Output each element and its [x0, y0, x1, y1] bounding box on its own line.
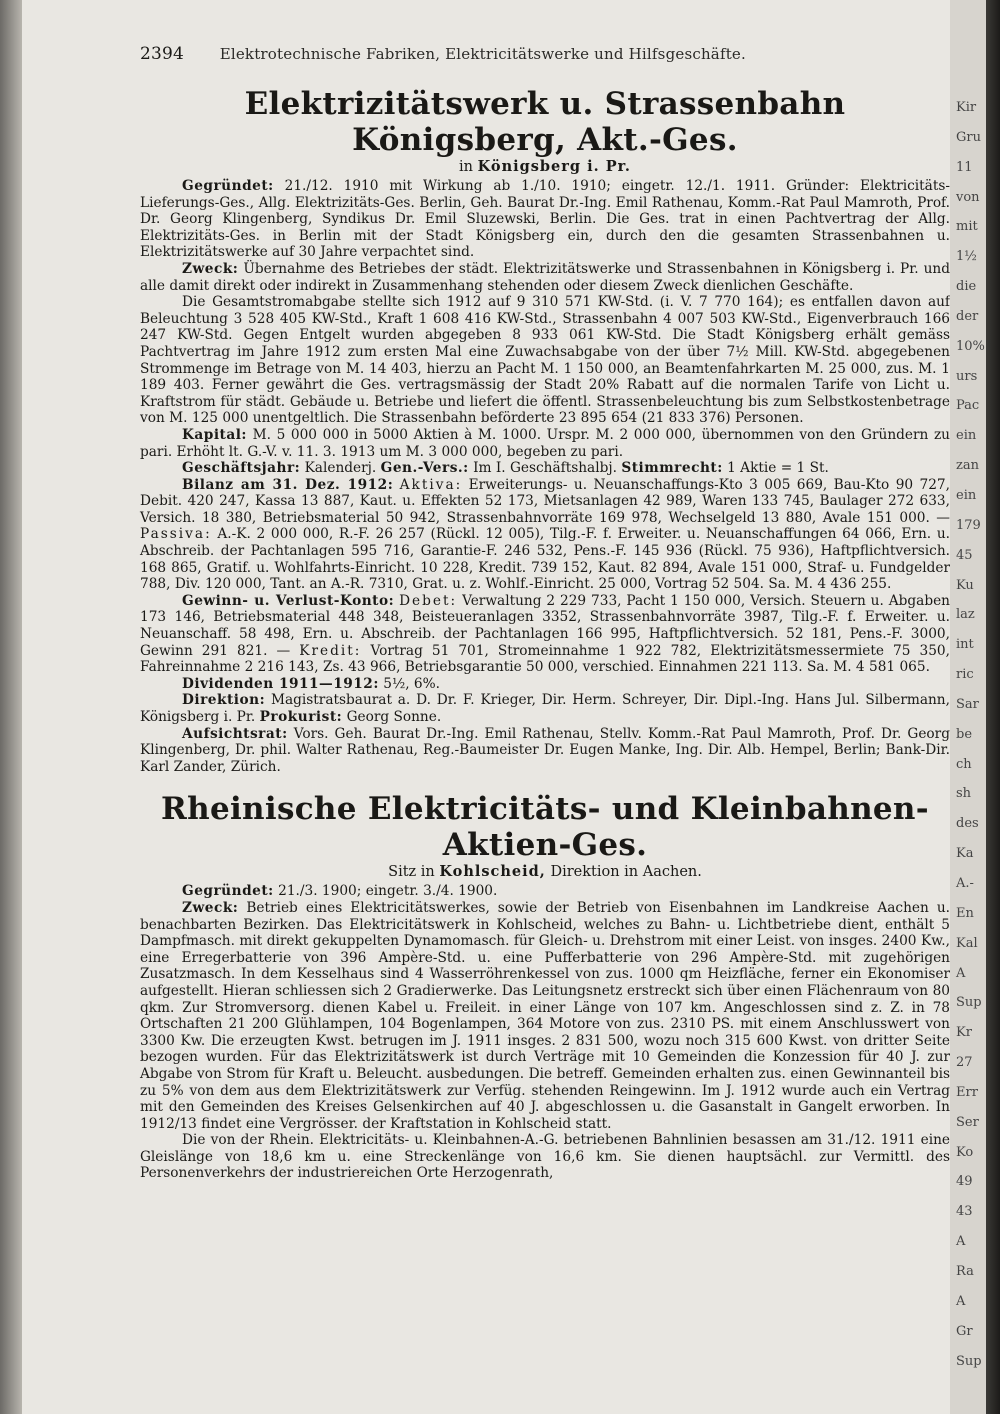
neighbor-fragment: mit	[956, 219, 978, 234]
neighbor-fragment: Kr	[956, 1025, 972, 1040]
section-dividenden	[140, 676, 950, 693]
neighbor-fragment: der	[956, 309, 979, 324]
label2-zweck: Zweck:	[182, 899, 239, 916]
label-aktiva: Aktiva:	[399, 476, 463, 493]
label-gen-vers: Gen.-Vers.:	[380, 460, 469, 477]
section2-gegruendet	[140, 883, 950, 900]
neighbor-fragment: Kal	[956, 936, 978, 951]
neighbor-fragment: Kir	[956, 100, 977, 115]
section2-zweck	[140, 900, 950, 1132]
page-text-column	[140, 44, 950, 1182]
neighbor-fragment: 1½	[956, 249, 977, 264]
neighbor-fragment: Sup	[956, 995, 982, 1010]
neighbor-fragment: A	[956, 1294, 966, 1309]
section-direktion	[140, 692, 950, 725]
neighbor-fragment: int	[956, 637, 974, 652]
section-aufsichtsrat	[140, 726, 950, 776]
text-kredit: Vortrag 51 701, Stromeinnahme 1 922 782, Elektrizitätsmessermiete 75 350, Fahreinnahme 2 216 143, Zs. 43 966, Betriebsgarantie 50 000, verschied. Einnahmen 221 113. Sa. M. 4 581 065.	[140, 642, 950, 676]
neighbor-fragment: Ra	[956, 1264, 974, 1279]
text2-bahnlinien: Die von der Rhein. Elektricitäts- u. Kleinbahnen-A.-G. betriebenen Bahnlinien besassen am 31./12. 1911 eine Gleislänge von 18,6 km u. eine Streckenlänge von 16,6 km. Sie dienen hauptsächl. zur Vermittl. des Personenverkehrs der industriereichen Orte Herzogenrath,	[140, 1132, 950, 1182]
page-number: 2394	[140, 44, 185, 64]
neighbor-fragment: Gru	[956, 130, 981, 145]
neighbor-fragment: Ku	[956, 578, 974, 593]
neighbor-fragment: be	[956, 727, 973, 742]
section-gegruendet	[140, 178, 950, 261]
text-dividenden: 5½, 6%.	[383, 675, 440, 692]
section-stromabgabe	[140, 294, 950, 427]
text-debet: Verwaltung 2 229 733, Pacht 1 150 000, Versich. Steuern u. Abgaben 173 146, Betriebsmaterial 448 348, Beisteueranlagen 3352, Strassenbahnvorräte 3987, Tilg.-F. f. Erweiter. u. Neuanschaff. 58 498, Ern. u. Abschreib. der Pachtanlagen 166 995, Haftpflichtversich. 52 181, Pens.-F. 3000, Gewinn 291 821. —	[140, 592, 950, 659]
neighbor-fragment: Ser	[956, 1115, 979, 1130]
label-bilanz: Bilanz am 31. Dez. 1912:	[182, 476, 394, 493]
neighbor-fragment: 27	[956, 1055, 973, 1070]
section-geschaeftsjahr	[140, 460, 950, 477]
label-passiva: Passiva:	[140, 526, 212, 543]
neighbor-fragment: laz	[956, 607, 975, 622]
adjacent-page-fragment	[950, 0, 986, 1414]
label-gegruendet: Gegründet:	[182, 178, 274, 194]
neighbor-fragment: urs	[956, 369, 978, 384]
neighbor-fragment: 49	[956, 1174, 973, 1189]
neighbor-fragment: des	[956, 816, 979, 831]
label-stimmrecht: Stimmrecht:	[621, 460, 723, 477]
label-direktion: Direktion:	[182, 692, 266, 709]
neighbor-fragment: Gr	[956, 1324, 973, 1339]
neighbor-fragment: Err	[956, 1085, 978, 1100]
text-gegruendet: 21./12. 1910 mit Wirkung ab 1./10. 1910; eingetr. 12./1. 1911. Gründer: Elektricitäts-Lieferungs-Ges., Allg. Elektrizitäts-Ges. Berlin, Geh. Baurat Dr.-Ing. Emil Rathenau, Komm.-Rat Paul Mamroth, Prof. Dr. Georg Klingenberg, Syndikus Dr. Emil Sluzewski, Berlin. Die Ges. trat in einen Pachtvertrag der Allg. Elektrizitäts-Ges. in Berlin mit der Stadt Königsberg ein, durch den die gesamten Strassenbahnen u. Elektrizitätswerke auf 30 Jahre verpachtet sind.	[140, 178, 950, 261]
label-geschaeftsjahr: Geschäftsjahr:	[182, 460, 301, 477]
neighbor-fragment: ein	[956, 488, 977, 503]
section-bilanz	[140, 477, 950, 593]
label-kredit: Kredit:	[299, 642, 362, 659]
running-header	[140, 44, 950, 64]
neighbor-fragment: 11	[956, 160, 973, 175]
text-geschaeftsjahr: Kalenderj.	[304, 460, 377, 477]
neighbor-fragment: von	[956, 190, 980, 205]
running-title: Elektrotechnische Fabriken, Elektricitätswerke und Hilfsgeschäfte.	[219, 45, 746, 63]
neighbor-fragment: A	[956, 966, 966, 981]
page-binding-shadow	[0, 0, 22, 1414]
label-zweck: Zweck:	[182, 260, 239, 277]
label-aufsichtsrat: Aufsichtsrat:	[182, 725, 288, 742]
text-direktion: Magistratsbaurat a. D. Dr. F. Krieger, Dir. Herm. Schreyer, Dir. Dipl.-Ing. Hans Jul. Silbermann, Königsberg i. Pr.	[140, 692, 950, 725]
neighbor-fragment: Pac	[956, 398, 980, 413]
label-prokurist: Prokurist:	[259, 709, 343, 725]
text-aufsichtsrat: Vors. Geh. Baurat Dr.-Ing. Emil Rathenau, Stellv. Komm.-Rat Paul Mamroth, Prof. Dr. Georg Klingenberg, Dr. phil. Walter Rathenau, Reg.-Baumeister Dr. Eugen Manke, Ing. Dir. Alb. Hempel, Berlin; Bank-Dir. Karl Zander, Zürich.	[140, 725, 950, 775]
company-seat-line	[140, 158, 950, 176]
neighbor-fragment: 43	[956, 1204, 973, 1219]
page-edge-shadow	[986, 0, 1000, 1414]
neighbor-fragment: Ko	[956, 1145, 974, 1160]
label-gewinn-verlust: Gewinn- u. Verlust-Konto:	[182, 592, 395, 609]
text-stromabgabe: Die Gesamtstromabgabe stellte sich 1912 auf 9 310 571 KW-Std. (i. V. 7 770 164); es entfallen davon auf Beleuchtung 3 528 405 KW-Std., Kraft 1 608 416 KW-Std., Strassenbahn 4 007 503 KW-Std., Eigenverbrauch 166 247 KW-Std. Gegen Entgelt wurden abgegeben 8 933 061 KW-Std. Die Stadt Königsberg erhält gemäss Pachtvertrag im Jahre 1912 zum ersten Mal eine Zuwachsabgabe von der über 7½ Mill. KW-Std. abgegebenen Strommenge im Betrage von M. 14 403, hierzu an Pacht M. 1 150 000, an Beamtenfahrkarten M. 25 000, zus. M. 1 189 403. Ferner gewährt die Ges. vertragsmässig der Stadt 20% Rabatt auf die normalen Tarife von Licht u. Kraftstrom für städt. Gebäude u. Betriebe und liefert die öffentl. Strassenbeleuchtung bis zum Selbstkostenbetrage von M. 125 000 unentgeltlich. Die Strassenbahn beförderte 23 895 654 (21 833 376) Personen.	[140, 294, 950, 427]
text-prokurist: Georg Sonne.	[346, 709, 442, 725]
label2-gegruendet: Gegründet:	[182, 883, 274, 900]
sitz-suffix: Direktion in Aachen.	[550, 864, 702, 881]
section-gewinn-verlust	[140, 593, 950, 676]
text-kapital: M. 5 000 000 in 5000 Aktien à M. 1000. Urspr. M. 2 000 000, übernommen von den Gründern zu pari. Erhöht lt. G.-V. v. 11. 3. 1913 um M. 3 000 000, begeben zu pari.	[140, 426, 950, 460]
neighbor-fragment: sh	[956, 786, 972, 801]
text-zweck: Übernahme des Betriebes der städt. Elektrizitätswerke und Strassenbahnen in Königsberg i. Pr. und alle damit direkt oder indirekt in Zusammenhang stehenden oder diesem Zweck dienlichen Geschäfte.	[140, 260, 950, 294]
neighbor-fragment: A.-	[956, 876, 974, 891]
neighbor-fragment: 179	[956, 518, 981, 533]
document-page	[22, 0, 950, 1414]
neighbor-fragment: En	[956, 906, 974, 921]
text-aktiva: Erweiterungs- u. Neuanschaffungs-Kto 3 005 669, Bau-Kto 90 727, Debit. 420 247, Kassa 13 887, Kaut. u. Effekten 52 173, Mietsanlagen 42 989, Waren 133 745, Baulager 272 633, Versich. 18 380, Betriebsmaterial 50 942, Strassenbahnvorräte 169 978, Wechselgeld 13 880, Avale 151 000. —	[140, 476, 950, 526]
company-title-rheinische: Rheinische Elektricitäts- und Kleinbahnen-Aktien-Ges.	[161, 791, 929, 864]
section-kapital	[140, 427, 950, 460]
neighbor-fragment: die	[956, 279, 977, 294]
text-passiva: A.-K. 2 000 000, R.-F. 26 257 (Rückl. 12 005), Tilg.-F. f. Erweiter. u. Neuanschaffungen 64 066, Ern. u. Abschreib. der Pachtanlagen 595 716, Garantie-F. 246 532, Pens.-F. 145 936 (Rückl. 75 936), Haftpflichtversich. 168 865, Gratif. u. Wohlfahrts-Einricht. 10 228, Kredit. 739 152, Kaut. 82 894, Avale 151 000, Straf- u. Fundgelder 788, Div. 120 000, Tant. an A.-R. 7310, Grat. u. z. Wohlf.-Einricht. 25 000, Vortrag 52 504. Sa. M. 4 436 255.	[140, 526, 950, 593]
text-gen-vers: Im I. Geschäftshalbj.	[473, 460, 617, 477]
neighbor-fragment: A	[956, 1234, 966, 1249]
label-dividenden: Dividenden 1911—1912:	[182, 675, 379, 692]
label-kapital: Kapital:	[182, 426, 247, 443]
section-zweck	[140, 261, 950, 294]
neighbor-fragment: Sup	[956, 1354, 982, 1369]
seat-prefix: in	[459, 159, 473, 175]
text2-gegruendet: 21./3. 1900; eingetr. 3./4. 1900.	[278, 883, 498, 900]
sitz-prefix: Sitz in	[388, 864, 435, 881]
company-title-koenigsberg: Elektrizitätswerk u. Strassenbahn Königsberg, Akt.-Ges.	[244, 86, 846, 158]
company2-seat-line	[140, 863, 950, 881]
label-debet: Debet:	[399, 592, 458, 609]
seat-city: Königsberg i. Pr.	[477, 158, 631, 175]
neighbor-fragment: Sar	[956, 697, 979, 712]
neighbor-fragment: zan	[956, 458, 979, 473]
text-stimmrecht: 1 Aktie = 1 St.	[727, 460, 829, 477]
neighbor-fragment: 45	[956, 548, 973, 563]
text2-zweck: Betrieb eines Elektricitätswerkes, sowie der Betrieb von Eisenbahnen im Landkreise Aachen u. benachbarten Bezirken. Das Elektricitätswerk in Kohlscheid, welches zu Bahn- u. Lichtbetriebe dient, enthält 5 Dampfmasch. mit direkt gekuppelten Dynamomasch. für Gleich- u. Drehstrom mit einer Leist. von insges. 2400 Kw., eine Erregerbatterie von 396 Ampère-Std. u. eine Pufferbatterie von 296 Ampère-Std. mit zugehörigen Zusatzmasch. In dem Kesselhaus sind 4 Wasserröhrenkessel von zus. 1000 qm Heizfläche, ferner ein Ekonomiser aufgestellt. Hieran schliessen sich 2 Gradierwerke. Das Leitungsnetz erstreckt sich über einen Flächenraum von 80 qkm. Zur Stromversorg. dienen Kabel u. Freileit. in einer Länge von 107 km. Angeschlossen sind z. Z. in 78 Ortschaften 21 200 Glühlampen, 104 Bogenlampen, 364 Motore von zus. 2310 PS. mit einem Anschlusswert von 3300 Kw. Die erzeugten Kwst. betrugen im J. 1911 insges. 2 831 500, wozu noch 315 600 Kwst. von dritter Seite bezogen wurden. Für das Elektrizitätswerk ist durch Verträge mit 10 Gemeinden die Konzession für 40 J. zur Abgabe von Strom für Kraft u. Beleucht. ausbedungen. Die betreff. Gemeinden erhalten zus. einen Gewinnanteil bis zu 5% von dem aus dem Elektrizitätswerk zur Verfüg. stehenden Reingewinn. Im J. 1912 wurde auch ein Vertrag mit den Gemeinden des Kreises Gelsenkirchen auf 40 J. abgeschlossen u. die Gasanstalt in Gangelt erworben. In 1912/13 findet eine Vergrösser. der Kraftstation in Kohlscheid statt.	[140, 899, 950, 1132]
neighbor-fragment: ric	[956, 667, 974, 682]
neighbor-fragment: ein	[956, 428, 977, 443]
neighbor-fragment: Ka	[956, 846, 974, 861]
neighbor-fragment: 10%	[956, 339, 985, 354]
neighbor-fragment: ch	[956, 757, 972, 772]
section2-bahnlinien	[140, 1132, 950, 1182]
sitz-city: Kohlscheid,	[439, 863, 546, 881]
